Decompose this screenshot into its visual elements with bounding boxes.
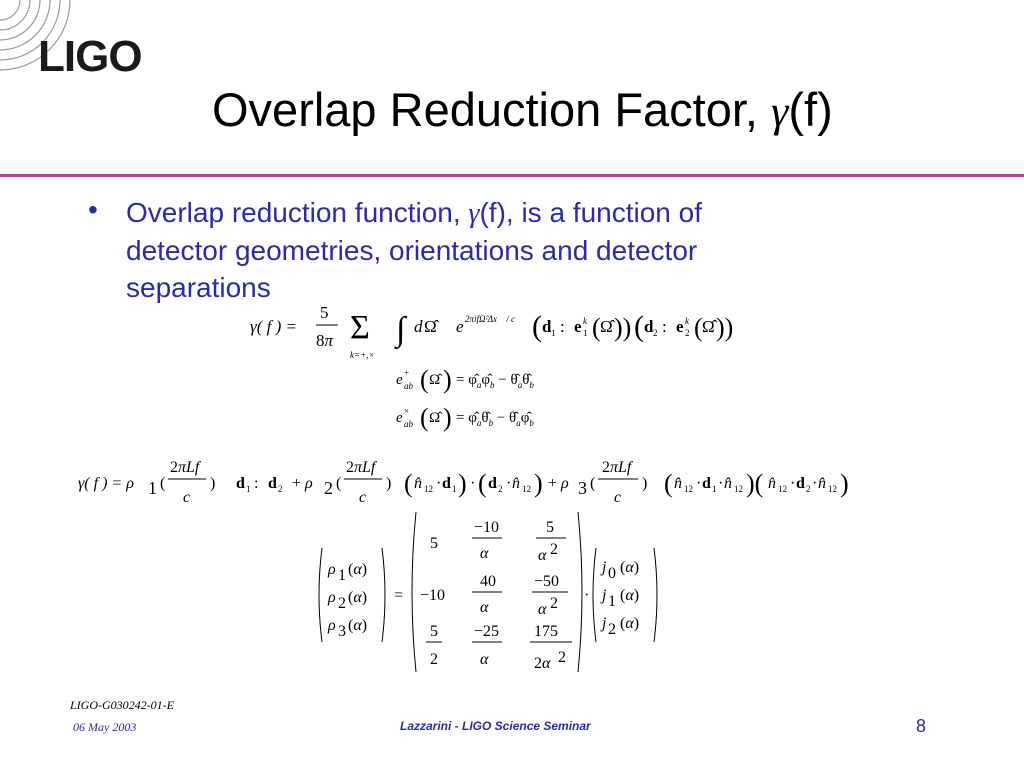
svg-text:12: 12 [778,484,787,494]
svg-text:3: 3 [578,478,587,498]
svg-text:2: 2 [498,484,503,494]
svg-text:)): )) [614,313,632,342]
svg-text:α: α [480,545,489,562]
svg-text:8π: 8π [316,331,334,350]
title-tail: (f) [788,83,833,136]
svg-text:α: α [538,601,547,618]
svg-text::: : [560,317,565,336]
svg-text:2: 2 [550,541,558,558]
svg-text:e: e [396,410,403,426]
svg-text:12: 12 [522,484,531,494]
footer-doc-id: LIGO-G030242-01-E [70,698,174,712]
svg-text:(: ( [336,475,342,492]
svg-text:(: ( [590,475,596,492]
svg-text:): ) [458,469,467,498]
svg-text:ρ: ρ [328,561,336,578]
svg-text:2: 2 [430,651,438,668]
svg-text:5: 5 [546,519,554,536]
svg-text:+ ρ: + ρ [292,475,313,492]
equation-rho-matrix [314,510,674,680]
svg-text:Ω̂: Ω̂ [702,317,715,336]
svg-text:): ) [840,469,849,498]
svg-text:j: j [602,587,607,604]
svg-text:e: e [396,372,403,388]
svg-text:d: d [414,317,423,336]
svg-text:γ( f ) = ρ: γ( f ) = ρ [78,475,134,492]
bullet-line1-b: (f), is a function of [479,197,703,228]
bullet-line1-a: Overlap reduction function, [126,197,469,228]
svg-text:−10: −10 [420,587,446,604]
svg-text:j: j [602,615,607,632]
equation-gamma-expansion [78,452,908,514]
svg-text:1: 1 [246,484,251,494]
svg-text:(: ( [160,475,166,492]
title-divider [0,174,1024,177]
title-main: Overlap Reduction Factor, [212,83,772,136]
svg-text:Ω̂: Ω̂ [429,410,441,426]
svg-text:5: 5 [320,303,329,322]
svg-text:ρ: ρ [328,589,336,606]
svg-text:1: 1 [551,328,556,338]
svg-text::: : [254,475,259,492]
svg-text:40: 40 [480,573,496,590]
svg-text:(: ( [634,310,644,343]
svg-text:n̂: n̂ [414,475,422,492]
page-number: 8 [916,716,927,736]
svg-text:d: d [644,317,654,336]
svg-text:α: α [480,599,489,616]
svg-text:(: ( [478,469,487,498]
svg-text:0: 0 [608,565,616,582]
svg-text:α: α [538,547,547,564]
svg-text:1: 1 [338,567,346,584]
svg-text:n̂: n̂ [818,475,826,492]
svg-text:12: 12 [828,484,837,494]
svg-text:): ) [642,475,648,492]
svg-text:d: d [442,475,451,492]
svg-text:2: 2 [550,595,558,612]
svg-text:(α): (α) [348,617,368,634]
bullet-line2: detector geometries, orientations and detector [126,235,698,266]
svg-text:k=+,×: k=+,× [350,350,375,360]
ligo-logo: LIGO [38,32,142,81]
svg-text:n̂: n̂ [674,475,682,492]
svg-text:(: ( [420,365,429,394]
svg-text:e: e [456,317,464,336]
svg-text:1: 1 [608,593,616,610]
svg-text:e: e [574,317,582,336]
svg-text:(α): (α) [620,559,640,576]
svg-text:= φ̂aφ̂b − θ̂aθ̂b: = $\varphî_a\varphî_b$ − $\thetâ_a\thetâ_b$ [456,372,534,390]
svg-text:k: k [583,316,587,326]
svg-text:·: · [790,475,796,492]
svg-text:c: c [614,489,622,506]
svg-text:2: 2 [685,328,690,338]
svg-text:5: 5 [430,535,438,552]
svg-text:2πifΩ̂·Δx⃗ / c: 2πifΩ̂·Δx⃗ / c [465,314,516,324]
svg-text:−10: −10 [474,519,500,536]
svg-text:(: ( [664,469,673,498]
svg-text:(α): (α) [348,561,368,578]
svg-text:2: 2 [608,621,616,638]
svg-text:2: 2 [653,328,658,338]
svg-text:γ( f ) =: γ( f ) = [250,317,297,336]
svg-text:−25: −25 [474,623,500,640]
svg-text:×: × [404,406,410,416]
svg-text:= φ̂aθ̂b − θ̂aφ̂b: = $\varphî_a\thetâ_b$ − $\thetâ_a\varphî_b$ [456,410,534,428]
title-gamma: γ [771,87,789,136]
svg-text:2: 2 [278,484,283,494]
svg-text:−50: −50 [534,573,560,590]
svg-text:(: ( [592,313,601,342]
svg-text:c: c [359,489,367,506]
svg-text:·: · [436,475,442,492]
svg-text:2: 2 [324,478,333,498]
svg-text:∫: ∫ [396,311,406,348]
svg-text:j: j [602,559,607,576]
svg-text:1: 1 [712,484,717,494]
svg-text:(: ( [420,403,429,432]
svg-text:ab: ab [404,419,413,429]
svg-text:n̂: n̂ [768,475,776,492]
footer-date: 06 May 2003 [73,720,137,734]
svg-text:2: 2 [338,595,346,612]
svg-text:12: 12 [424,484,433,494]
svg-text:Σ: Σ [350,309,370,346]
svg-text:1: 1 [583,328,588,338]
svg-text:ρ: ρ [328,617,336,634]
svg-text:(: ( [532,310,542,343]
svg-text:·: · [718,475,724,492]
svg-text:·: · [584,587,590,604]
equation-gamma-integral [250,298,750,368]
svg-text:d: d [796,475,805,492]
svg-text:): ) [534,469,543,498]
svg-text:d: d [268,475,277,492]
svg-text:Ω̂: Ω̂ [429,372,441,388]
svg-text:d: d [488,475,497,492]
svg-text:(: ( [694,313,703,342]
svg-text:α: α [480,651,489,668]
svg-text:12: 12 [684,484,693,494]
svg-text:Ω̂: Ω̂ [424,317,437,336]
svg-text:d: d [702,475,711,492]
footer-presenter: Lazzarini - LIGO Science Seminar [400,719,591,733]
svg-text:2α: 2α [534,655,551,672]
bullet-gamma: γ [468,198,480,229]
svg-text:2πLf: 2πLf [346,459,376,476]
bullet-line3: separations [126,272,271,303]
svg-text:·: · [812,475,818,492]
svg-text:)(: )( [746,469,764,498]
svg-text:(α): (α) [620,615,640,632]
svg-text:k: k [685,316,689,326]
svg-text::: : [662,317,667,336]
svg-text:2πLf: 2πLf [170,459,200,476]
svg-text:d: d [542,317,552,336]
svg-text:c: c [183,489,191,506]
svg-text:n̂: n̂ [512,475,520,492]
svg-text:1: 1 [148,478,157,498]
svg-text:(: ( [404,469,413,498]
slide-title [212,82,833,137]
svg-text:=: = [394,587,404,604]
svg-text:·: · [506,475,512,492]
svg-text:): ) [443,403,452,432]
svg-text:·: · [470,475,476,492]
svg-text:·: · [696,475,702,492]
svg-text:): ) [386,475,392,492]
svg-text:n̂: n̂ [724,475,732,492]
svg-text:d: d [236,475,245,492]
bullet-dot: • [88,194,98,225]
svg-text:2πLf: 2πLf [602,459,632,476]
svg-text:175: 175 [534,623,558,640]
svg-text:): ) [210,475,216,492]
svg-text:ab: ab [404,381,413,391]
svg-text:5: 5 [430,623,438,640]
svg-text:e: e [676,317,684,336]
svg-text:+ ρ: + ρ [548,475,569,492]
svg-text:): ) [443,365,452,394]
svg-text:(α): (α) [348,589,368,606]
svg-text:Ω̂: Ω̂ [600,317,613,336]
svg-text:12: 12 [734,484,743,494]
svg-text:(α): (α) [620,587,640,604]
svg-text:3: 3 [338,623,346,640]
bullet-text [126,194,846,306]
svg-text:2: 2 [806,484,811,494]
svg-text:1: 1 [452,484,457,494]
equation-polarization-tensors [396,362,616,438]
svg-text:+: + [404,368,410,378]
svg-text:)): )) [716,313,734,342]
svg-text:2: 2 [558,649,566,666]
